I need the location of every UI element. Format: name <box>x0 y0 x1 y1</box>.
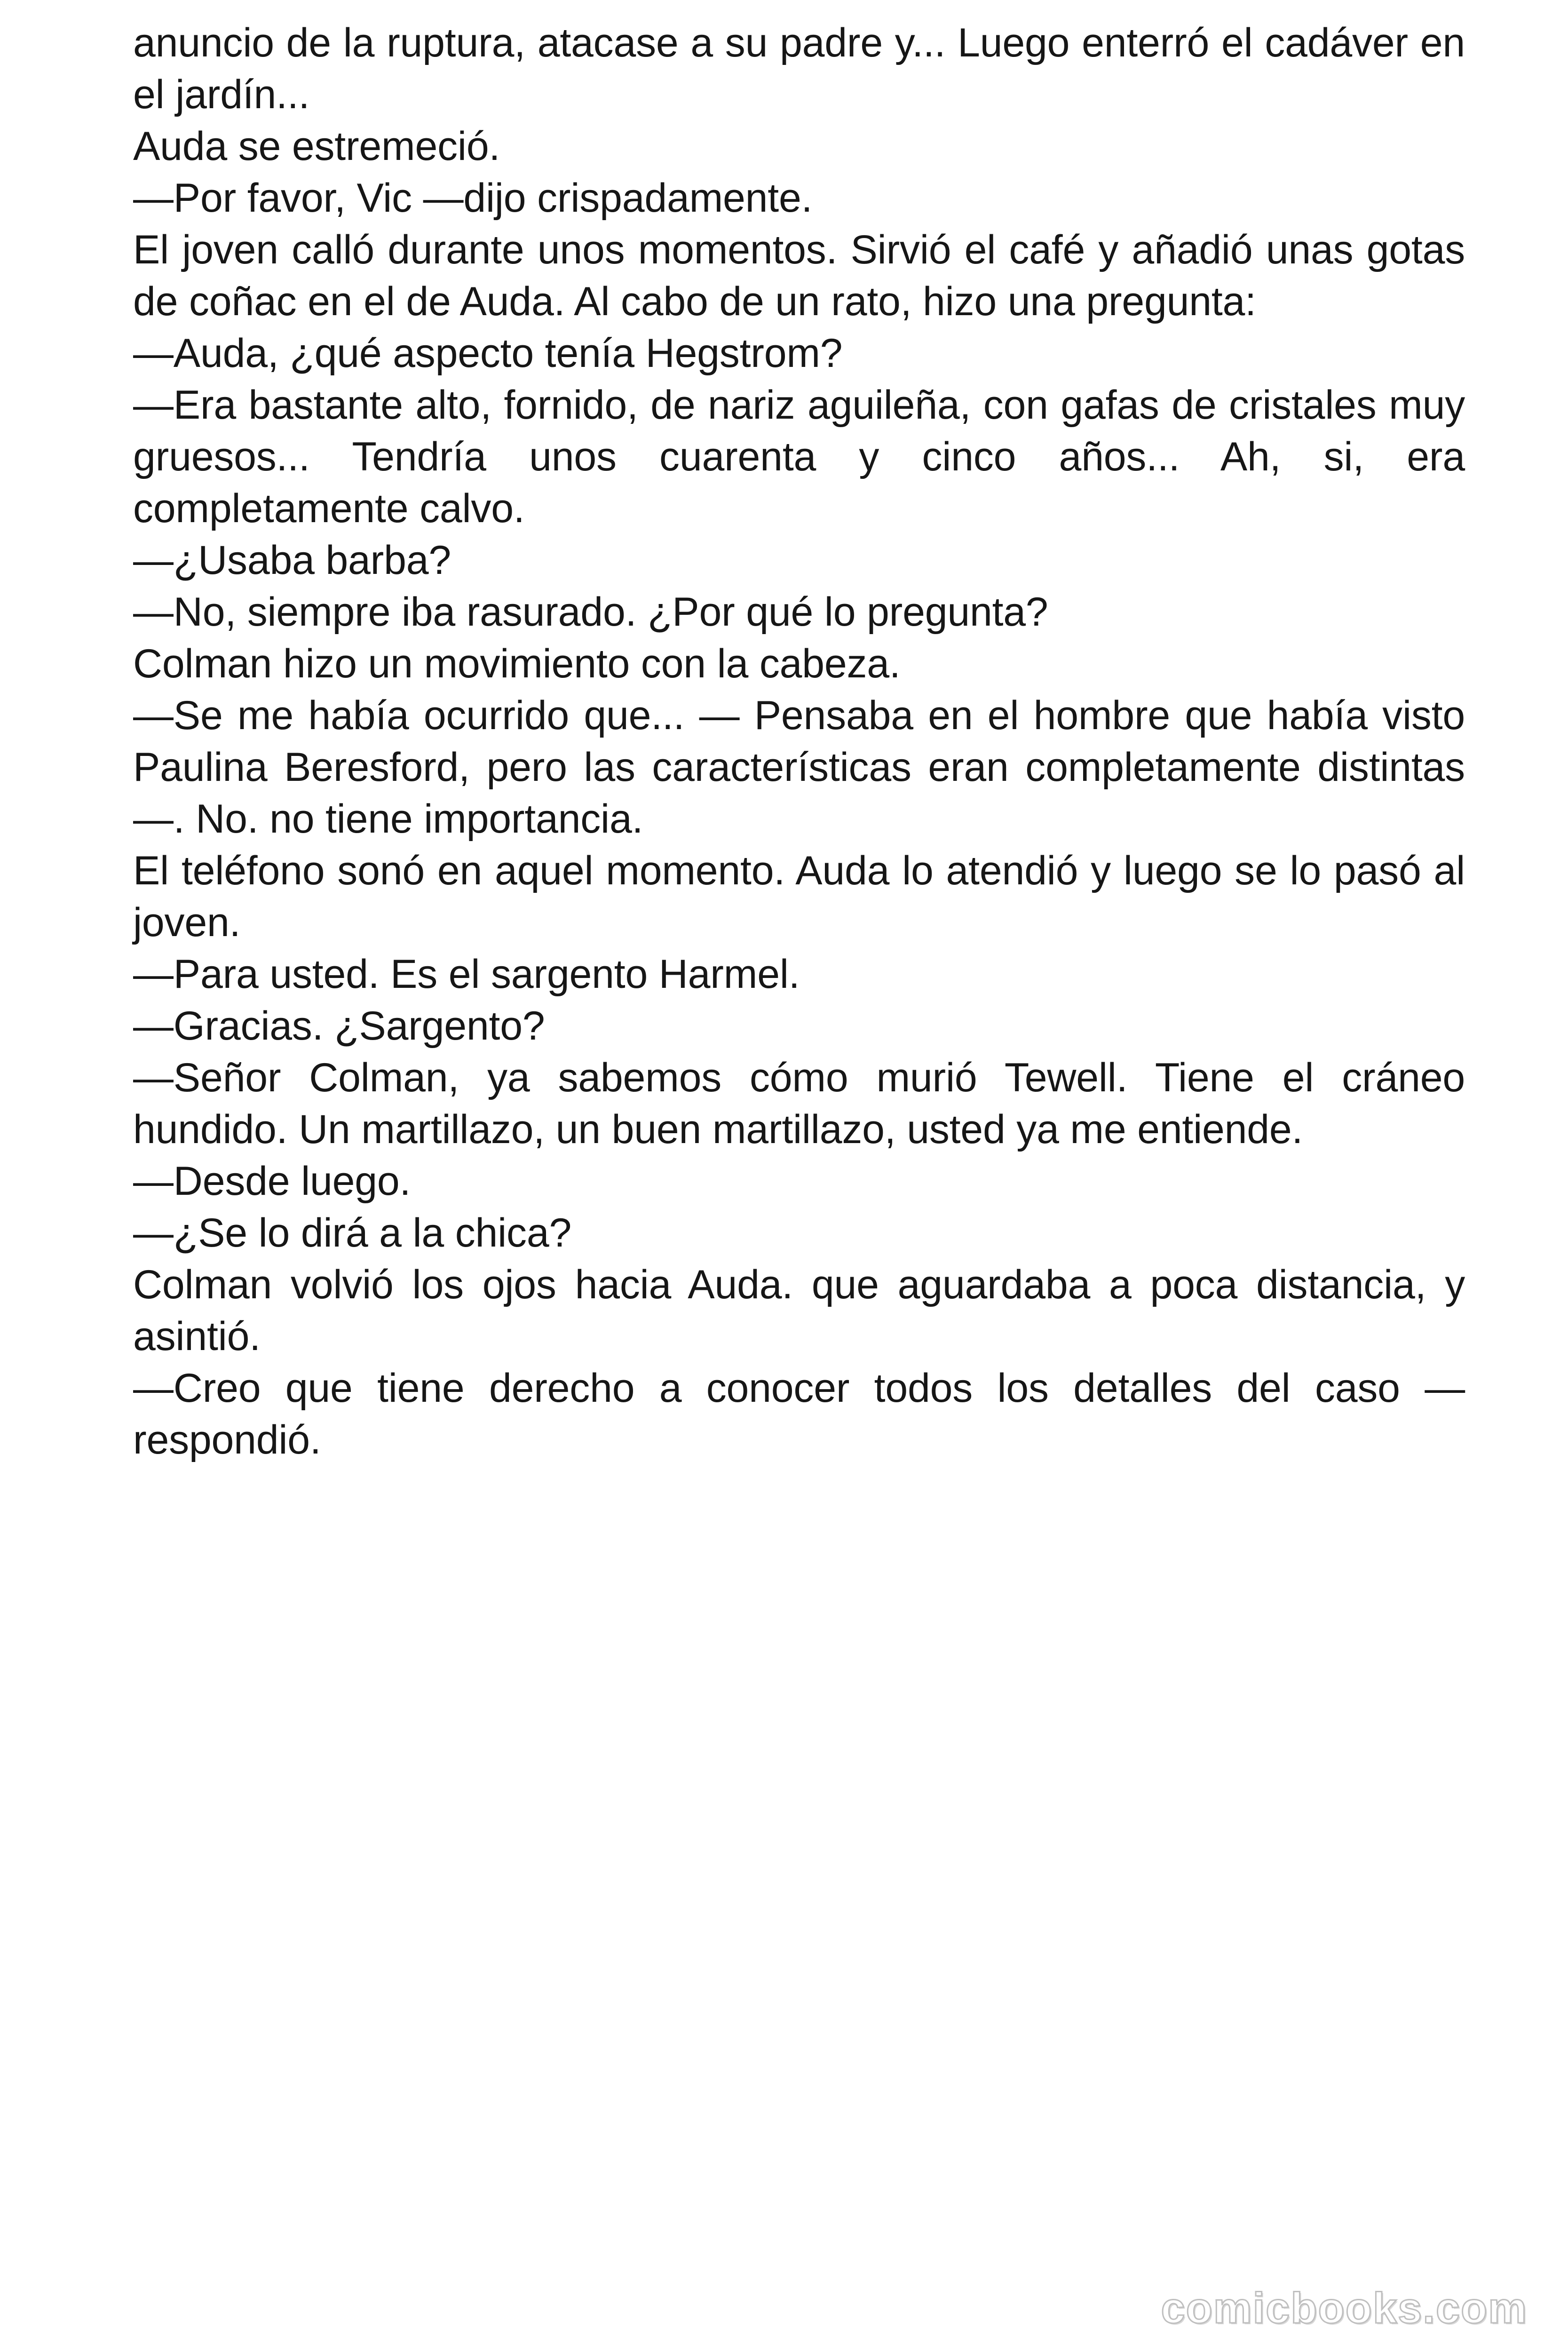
paragraph: —¿Se lo dirá a la chica? <box>133 1210 572 1255</box>
paragraph: —Era bastante alto, fornido, de nariz aguileña, con gafas de cristales muy gruesos... Tendría unos cuarenta y cinco años... Ah, si, era completamente calvo. <box>133 382 1465 531</box>
paragraph: Colman hizo un movimiento con la cabeza. <box>133 641 901 686</box>
paragraph: —Auda, ¿qué aspecto tenía Hegstrom? <box>133 331 843 376</box>
paragraph: —Para usted. Es el sargento Harmel. <box>133 952 800 997</box>
paragraph: anuncio de la ruptura, atacase a su padre y... Luego enterró el cadáver en el jardín... <box>133 20 1465 117</box>
paragraph: Colman volvió los ojos hacia Auda. que aguardaba a poca distancia, y asintió. <box>133 1262 1465 1359</box>
paragraph: —Se me había ocurrido que... — Pensaba en el hombre que había visto Paulina Beresford, pero las características eran completamente distintas—. No. no tiene importancia. <box>133 693 1465 842</box>
paragraph: Auda se estremeció. <box>133 124 500 169</box>
body-text <box>133 17 1465 1466</box>
paragraph: —Creo que tiene derecho a conocer todos los detalles del caso —respondió. <box>133 1366 1465 1462</box>
paragraph: —No, siempre iba rasurado. ¿Por qué lo pregunta? <box>133 589 1048 635</box>
paragraph: —Gracias. ¿Sargento? <box>133 1003 545 1049</box>
paragraph: El teléfono sonó en aquel momento. Auda lo atendió y luego se lo pasó al joven. <box>133 848 1465 945</box>
paragraph: —¿Usaba barba? <box>133 538 451 583</box>
paragraph: —Señor Colman, ya sabemos cómo murió Tewell. Tiene el cráneo hundido. Un martillazo, un buen martillazo, usted ya me entiende. <box>133 1055 1465 1152</box>
paragraph: —Por favor, Vic —dijo crispadamente. <box>133 175 813 221</box>
watermark: comicbooks.com <box>1161 2284 1528 2332</box>
paragraph: El joven calló durante unos momentos. Sirvió el café y añadió unas gotas de coñac en el de Auda. Al cabo de un rato, hizo una pregunta: <box>133 227 1465 324</box>
paragraph: —Desde luego. <box>133 1159 411 1204</box>
